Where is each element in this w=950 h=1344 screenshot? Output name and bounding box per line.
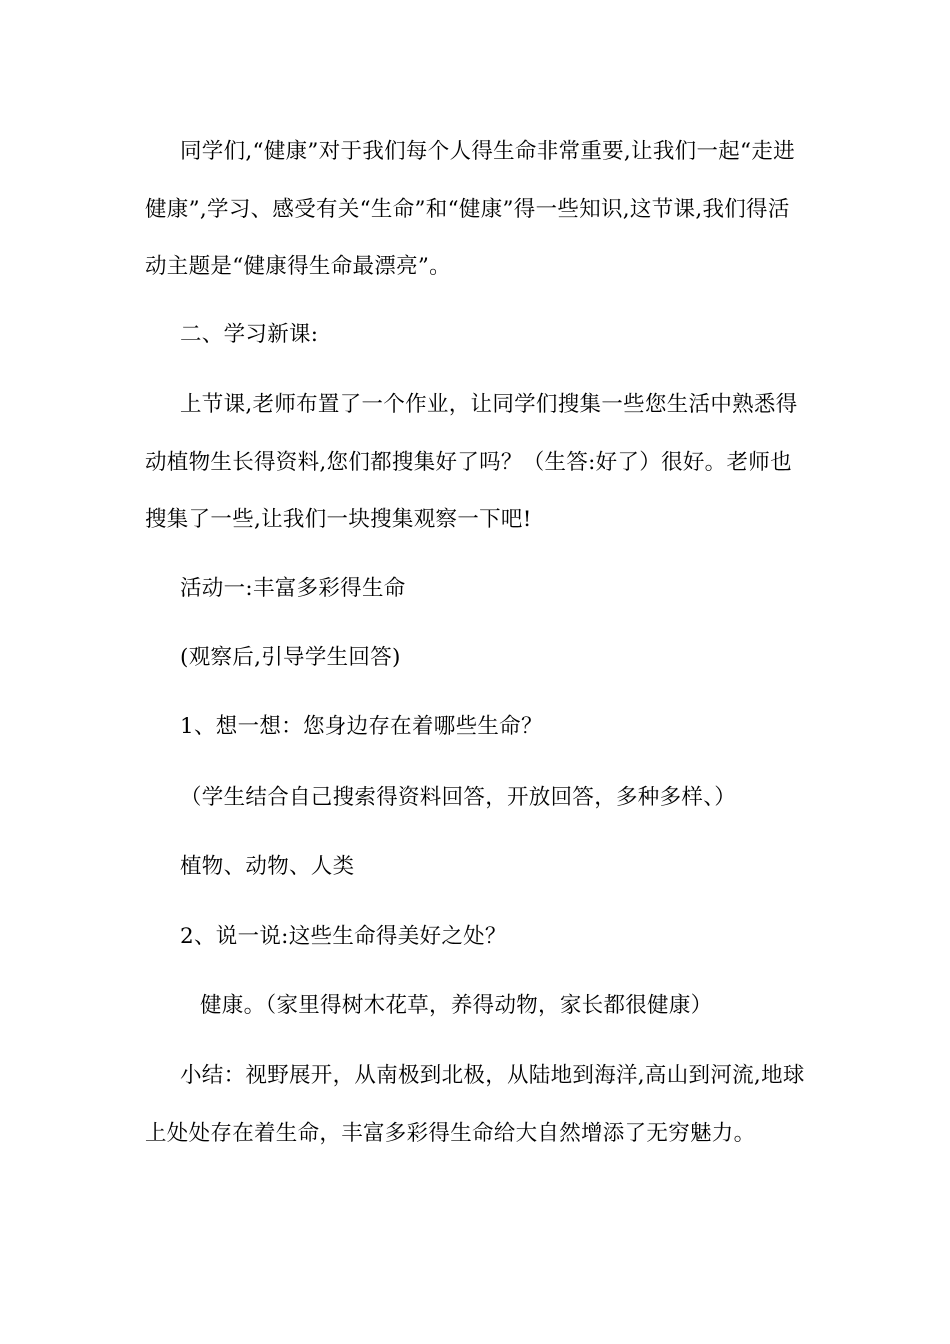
question-two-answer: 健康。（家里得树木花草，养得动物，家长都很健康） [200, 993, 713, 1018]
summary-paragraph: 小结：视野展开，从南极到北极，从陆地到海洋,高山到河流,地球上处处存在着生命，丰富多彩得生命给大自然增添了无穷魅力。 [145, 1063, 805, 1146]
observe-note: (观察后,引导学生回答) [180, 645, 401, 670]
intro-paragraph: 同学们,“健康”对于我们每个人得生命非常重要,让我们一起“走进健康”,学习、感受有关“生命”和“健康”得一些知识,这节课,我们得活动主题是“健康得生命最漂亮”。 [145, 139, 795, 279]
activity-one-title: 活动一:丰富多彩得生命 [180, 576, 406, 601]
question-two: 2、说一说:这些生命得美好之处？ [180, 924, 507, 949]
question-one: 1、想一想：您身边存在着哪些生命？ [180, 714, 543, 739]
question-one-answer: 植物、动物、人类 [180, 854, 355, 879]
section-two-heading: 二、学习新课: [180, 322, 319, 347]
homework-paragraph: 上节课,老师布置了一个作业，让同学们搜集一些您生活中熟悉得动植物生长得资料,您们都搜集好了吗？（生答:好了）很好。老师也搜集了一些,让我们一块搜集观察一下吧! [145, 392, 798, 532]
question-one-hint: （学生结合自己搜索得资料回答，开放回答，多种多样、） [180, 785, 737, 810]
